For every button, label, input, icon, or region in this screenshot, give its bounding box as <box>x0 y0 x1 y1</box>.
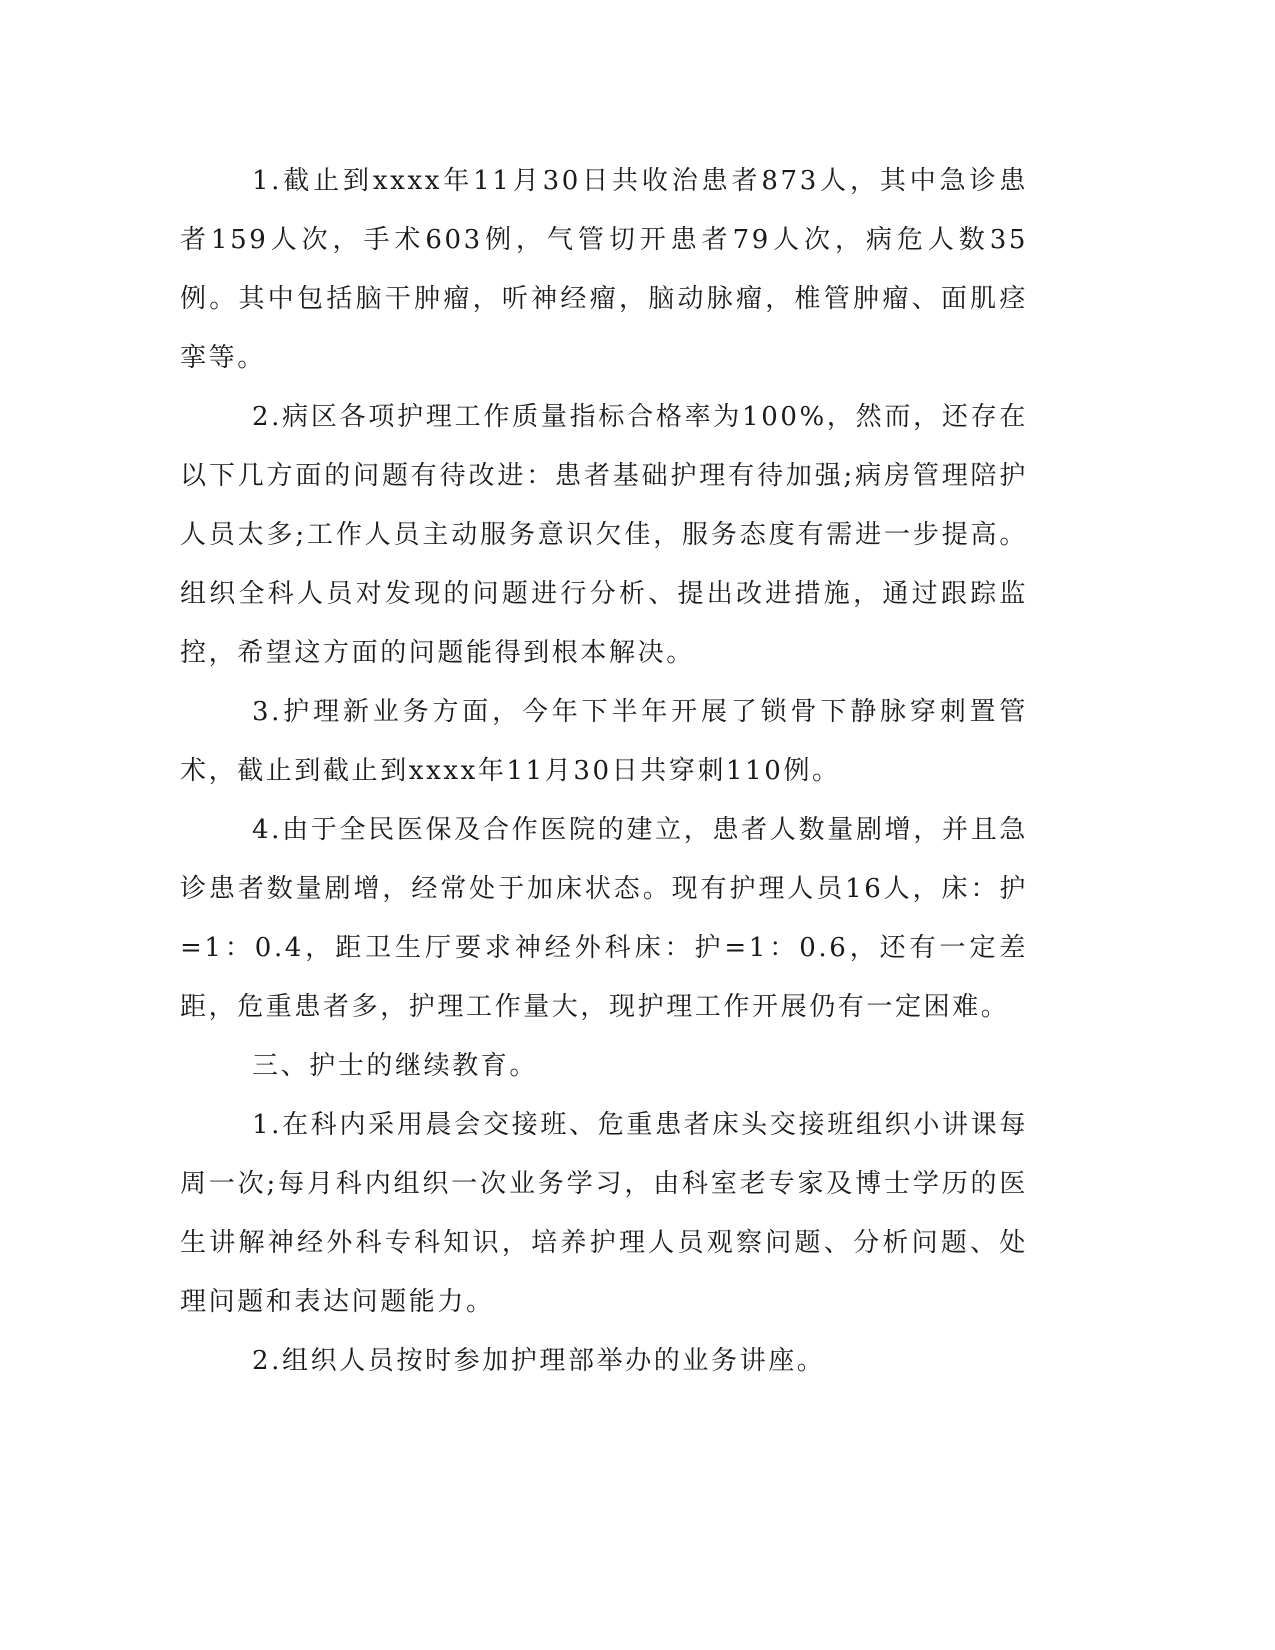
paragraph-staffing: 4.由于全民医保及合作医院的建立，患者人数量剧增，并且急诊患者数量剧增，经常处于加床状态。现有护理人员16人，床：护=1：0.4，距卫生厅要求神经外科床：护=1：0.6，还有一定差距，危重患者多，护理工作量大，现护理工作开展仍有一定困难。 <box>180 815 1028 1022</box>
section-heading-continuing-education: 三、护士的继续教育。 <box>252 1051 539 1081</box>
document-body <box>180 152 1028 1391</box>
paragraph-stats: 1.截止到xxxx年11月30日共收治患者873人，其中急诊患者159人次，手术603例，气管切开患者79人次，病危人数35例。其中包括脑干肿瘤，听神经瘤，脑动脉瘤，椎管肿瘤、面肌痉挛等。 <box>180 166 1028 373</box>
paragraph-training: 1.在科内采用晨会交接班、危重患者床头交接班组织小讲课每周一次;每月科内组织一次业务学习，由科室老专家及博士学历的医生讲解神经外科专科知识，培养护理人员观察问题、分析问题、处理问题和表达问题能力。 <box>180 1110 1028 1317</box>
paragraph-lectures: 2.组织人员按时参加护理部举办的业务讲座。 <box>252 1346 826 1376</box>
paragraph-new-business: 3.护理新业务方面，今年下半年开展了锁骨下静脉穿刺置管术，截止到截止到xxxx年11月30日共穿刺110例。 <box>180 697 1028 786</box>
paragraph-quality-issues: 2.病区各项护理工作质量指标合格率为100%，然而，还存在以下几方面的问题有待改进：患者基础护理有待加强;病房管理陪护人员太多;工作人员主动服务意识欠佳，服务态度有需进一步提高。组织全科人员对发现的问题进行分析、提出改进措施，通过跟踪监控，希望这方面的问题能得到根本解决。 <box>180 402 1028 668</box>
